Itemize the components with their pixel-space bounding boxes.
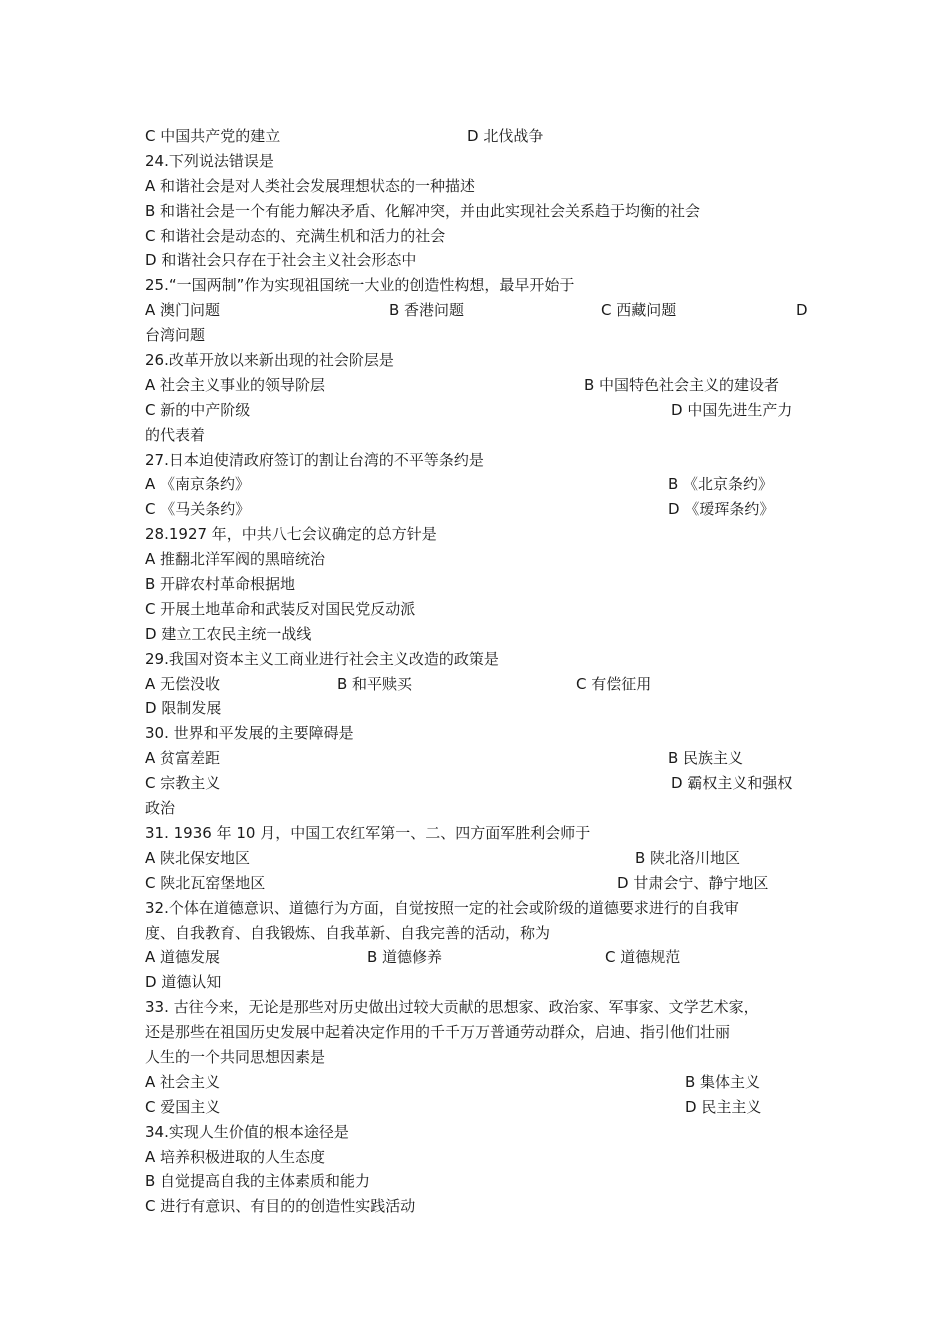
question-text: 25.“一国两制”作为实现祖国统一大业的创造性构想，最早开始于 [145,276,575,295]
question-line [145,149,810,174]
question-text: 26.改革开放以来新出现的社会阶层是 [145,351,394,370]
text-line [145,1095,810,1120]
option-text: A 培养积极进取的人生态度 [145,1147,326,1166]
text-line [145,547,810,572]
question-line [145,896,810,921]
option-text: B 自觉提高自我的主体素质和能力 [145,1172,371,1191]
option-text: C 陕北瓦窑堡地区 [145,873,266,892]
text-line [145,970,810,995]
question-line [145,1120,810,1145]
option-text: C 西藏问题 [601,301,677,320]
text-line [145,771,810,796]
option-text: A 澳门问题 [145,301,221,320]
text-line [145,796,810,821]
text-line [145,622,810,647]
question-text: 30. 世界和平发展的主要障碍是 [145,724,354,743]
option-text: A 推翻北洋军阀的黑暗统治 [145,550,326,569]
question-text: 人生的一个共同思想因素是 [145,1047,326,1066]
text-line [145,746,810,771]
question-line [145,273,810,298]
option-text: D 民主主义 [685,1097,762,1116]
question-text: 29.我国对资本主义工商业进行社会主义改造的政策是 [145,649,499,668]
text-line [145,398,810,423]
text-line [145,323,810,348]
question-line [145,721,810,746]
question-text: 27.日本迫使清政府签订的割让台湾的不平等条约是 [145,450,484,469]
option-text: C 中国共产党的建立 [145,127,281,145]
option-text: A 贫富差距 [145,749,221,768]
text-line [145,373,810,398]
option-text: C 开展土地革命和武装反对国民党反动派 [145,599,416,618]
text-line [145,696,810,721]
option-text: C 爱国主义 [145,1097,221,1116]
question-line [145,647,810,672]
text-line [145,199,810,224]
option-text: A 社会主义 [145,1072,221,1091]
text-line [145,1194,810,1219]
question-text: 24.下列说法错误是 [145,151,274,170]
option-text: B 和平赎买 [337,674,413,693]
question-text: 31. 1936 年 10 月，中国工农红军第一、二、四方面军胜利会师于 [145,823,591,842]
text-line [145,1070,810,1095]
text-line [145,1145,810,1170]
option-text: B 和谐社会是一个有能力解决矛盾、化解冲突，并由此实现社会关系趋于均衡的社会 [145,201,701,220]
option-text: B 香港问题 [389,301,465,320]
text-line [145,945,810,970]
text-line [145,1045,810,1070]
option-text: C 有偿征用 [576,674,652,693]
text-line [145,124,810,149]
option-text: D 建立工农民主统一战线 [145,624,312,643]
question-text: 还是那些在祖国历史发展中起着决定作用的千千万万普通劳动群众，启迪、指引他们壮丽 [145,1023,731,1042]
text-line [145,572,810,597]
text-line [145,921,810,946]
text-line [145,174,810,199]
question-line [145,448,810,473]
option-text: D 北伐战争 [467,127,544,145]
question-text: 33. 古往今来，无论是那些对历史做出过较大贡献的思想家、政治家、军事家、文学艺术家， [145,998,759,1017]
option-text: B 道德修养 [367,948,443,967]
question-line [145,522,810,547]
option-text: 的代表着 [145,425,206,444]
question-text: 28.1927 年，中共八七会议确定的总方针是 [145,525,437,544]
option-text: C 宗教主义 [145,774,221,793]
option-text: B 《北京条约》 [668,475,774,494]
question-line [145,995,810,1020]
option-text: D 和谐社会只存在于社会主义社会形态中 [145,251,417,270]
option-text: B 开辟农村革命根据地 [145,575,296,594]
option-text: A 《南京条约》 [145,475,251,494]
option-text: D [796,301,808,320]
option-text: C 进行有意识、有目的的创造性实践活动 [145,1197,416,1216]
option-text: D 甘肃会宁、静宁地区 [617,873,769,892]
question-line [145,821,810,846]
option-text: B 陕北洛川地区 [635,848,741,867]
text-line [145,846,810,871]
question-line [145,348,810,373]
option-text: D 限制发展 [145,699,222,718]
option-text: B 民族主义 [668,749,744,768]
option-text: 政治 [145,799,176,818]
option-text: C 新的中产阶级 [145,400,251,419]
option-text: D 中国先进生产力 [671,400,793,419]
exam-page [145,124,810,1219]
question-text: 34.实现人生价值的根本途径是 [145,1122,349,1141]
text-line [145,298,810,323]
text-line [145,423,810,448]
text-line [145,597,810,622]
option-text: D 道德认知 [145,973,222,992]
option-text: B 中国特色社会主义的建设者 [584,375,780,394]
text-line [145,497,810,522]
text-line [145,248,810,273]
option-text: C 和谐社会是动态的、充满生机和活力的社会 [145,226,446,245]
option-text: A 陕北保安地区 [145,848,251,867]
option-text: A 和谐社会是对人类社会发展理想状态的一种描述 [145,176,476,195]
option-text: D 《瑷珲条约》 [668,500,775,519]
option-text: B 集体主义 [685,1072,761,1091]
option-text: A 无偿没收 [145,674,221,693]
option-text: A 道德发展 [145,948,221,967]
text-line [145,1169,810,1194]
question-text: 度、自我教育、自我锻炼、自我革新、自我完善的活动，称为 [145,923,551,942]
option-text: D 霸权主义和强权 [671,774,793,793]
text-line [145,672,810,697]
text-line [145,472,810,497]
question-text: 32.个体在道德意识、道德行为方面，自觉按照一定的社会或阶级的道德要求进行的自我审 [145,898,739,917]
option-text: 台湾问题 [145,326,206,345]
option-text: A 社会主义事业的领导阶层 [145,375,326,394]
option-text: C 道德规范 [605,948,681,967]
option-text: C 《马关条约》 [145,500,251,519]
text-line [145,871,810,896]
text-line [145,1020,810,1045]
text-line [145,224,810,249]
